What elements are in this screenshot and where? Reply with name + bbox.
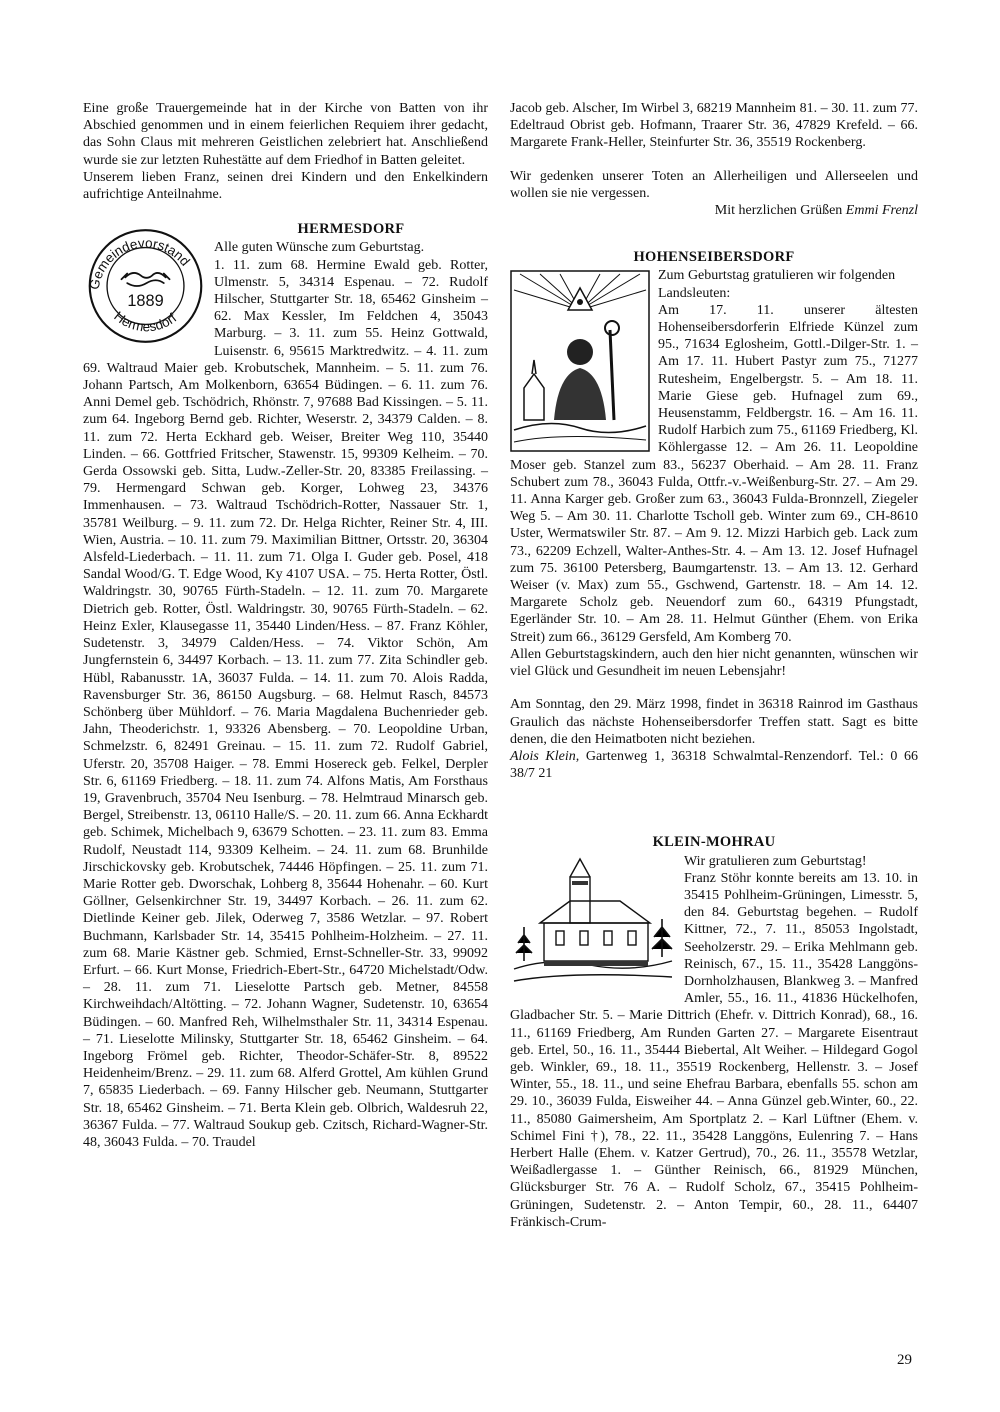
kleinmohrau-section <box>510 834 918 1231</box>
hohenseibersdorf-closing: Allen Geburtstagskindern, auch den hier nicht genannten, wünschen wir viel Glück und Gesundheit im neuen Lebensjahr! <box>510 646 918 680</box>
seal-year: 1889 <box>127 292 164 311</box>
contact-name: Alois Klein, <box>510 748 580 764</box>
intro-paragraph-1: Eine große Trauergemeinde hat in der Kirche von Batten von ihr Abschied genommen und in einem feierlichen Requiem ihrer gedacht, das Sohn Claus mit mehreren Geistlichen zelebriert hat. Anschließend wurde sie zur letzten Ruhestätte auf dem Friedhof in Batten geleitet. <box>83 101 488 168</box>
kleinmohrau-intro: Wir gratulieren zum Geburtstag! <box>684 853 867 869</box>
sign-off <box>510 202 918 219</box>
hermesdorf-birthdays: 1. 11. zum 68. Hermine Ewald geb. Rotter, Ulmenstr. 5, 34314 Espenau. – 72. Rudolf Hilscher, Stuttgarter Str. 18, 65462 Ginsheim – 62. Max Kessler, Im Feldchen 4, 35043 Marburg. – 3. 11. zum 55. Heinz Gottwald, Luisenstr. 6, 95615 Marktredwitz. – 4. 11. zum 69. Waltraud Maier geb. Krobutschek, Mannheim. – 5. 11. zum 76. Johann Partsch, Am Molkenborn, 63654 Büdingen. – 6. 11. zum 76. Anni Demel geb. Tschödrich, Rhönstr. 7, 97688 Bad Kissingen. – 5. 11. zum 64. Ingeborg Bernd geb. Richter, Weserstr. 2, 34379 Calden. – 8. 11. zum 72. Herta Eckhard geb. Weiser, Breiter Weg 110, 35440 Linden. – 66. Gottfried Fritscher, Stawenstr. 15, 99309 Kelheim. – 70. Gerda Ossowski geb. Sitta, Ludw.-Zeller-Str. 20, 83385 Freilassing. – 79. Hermengard Schwan geb. Korger, Lohweg 23, 34376 Immenhausen. – 73. Waltraud Tschödrich-Rotter, Nassauer Str. 1, 35781 Weilburg. – 9. 11. zum 72. Dr. Helga Richter, Reiner Str. 4, III. Wien, Austria. – 10. 11. zum 79. Maximilian Bittner, Ortsstr. 20, 36304 Alsfeld-Liederbach. – 11. 11. zum 71. Olga I. Guder geb. Posel, 418 Sandal Wood/G. T. Edge Wood, Ky 4107 USA. – 75. Herta Rotter, Östl. Waldringstr. 30, 90765 Fürth-Stadeln. – 12. 11. zum 70. Margarete Dietrich geb. Rotter, Östl. Waldringstr. 30, 90765 Fürth-Stadeln. – 62. Heinz Exler, Klausegasse 11, 35440 Linden/Hess. – 87. Franz Köhler, Sudetenstr. 3, 34979 Calden/Hess. – 74. Viktor Schön, Am Jungfernstein 6, 34497 Korbach. – 13. 11. zum 77. Zita Schindler geb. Hübl, Rabanusstr. 1A, 36037 Fulda. – 14. 11. zum 70. Alois Radda, Ravensburger Str. 36, 86150 Augsburg. – 68. Helmut Rasch, 84573 Schönberg über Mühldorf. – 76. Maria Magdalena Buchenrieder geb. Jahn, Theoderichstr. 1, 93326 Abensberg. – 70. Leopoldine Urban, Schmelzstr. 6, 82491 Greinau. – 15. 11. zum 72. Rudolf Gabriel, Uferstr. 20, 35708 Haiger. – 78. Emmi Hosereck geb. Felkel, Derpler Str. 6, 61169 Friedberg. – 18. 11. zum 74. Alfons Matis, Am Forsthaus 19, Gravenbruch, 35704 Neu Isenburg. – 78. Helmtraud Minarsch geb. Bergel, Streibenstr. 13, 06110 Halle/S. – 20. 11. zum 66. Anna Eckhardt geb. Schimek, Michelbach 9, 63679 Schotten. – 23. 11. zum 83. Emma Rudolf, Neustadt 114, 93309 Kelheim. – 24. 11. zum 68. Brunhilde Jirschickovsky geb. Krobutschek, 74446 Höpfingen. – 25. 11. zum 71. Marie Rotter geb. Dworschak, Lohberg 8, 35644 Hohenahr. – 60. Kurt Göllner, Gelsenkirchner Str. 19, 34497 Korbach. – 26. 11. zum 62. Dietlinde Keiner geb. Jilek, Oderweg 7, 3586 Wetzlar. – 97. Robert Buchmann, Karlsbader Str. 14, 35415 Pohlheim-Holzheim. – 27. 11. zum 68. Marie Kästner geb. Schmied, Ernst-Schneller-Str. 33, 99092 Erfurt. – 66. Kurt Monse, Friedrich-Ebert-Str., 64720 Michelstadt/Odw. – 28. 11. zum 71. Lieselotte Partsch geb. Metner, 84558 Kirchweihdach/Altötting. – 72. Johann Wagner, Sudetenstr. 10, 63654 Büdingen. – 60. Manfred Reh, Wilhelmsthaler Str. 11, 34314 Espenau. – 71. Lieselotte Milinsky, Stuttgarter Str. 18, 65462 Ginsheim. – 64. Ingeborg Frömel geb. Richter, Theodor-Schäfer-Str. 8, 89522 Heidenheim/Brenz. – 29. 11. zum 68. Alferd Grottel, Am kühlen Grund 7, 65835 Liederbach. – 69. Fanny Hilscher geb. Neumann, Stuttgarter Str. 18, 65462 Ginsheim. – 71. Berta Klein geb. Olbrich, Waldesruh 22, 36367 Fulda. – 77. Waltraud Soukup geb. Czitsch, Richard-Wagner-Str. 48, 36043 Fulda. – 70. Traudel <box>83 257 488 1150</box>
hermesdorf-continuation: Jacob geb. Alscher, Im Wirbel 3, 68219 Mannheim 81. – 30. 11. zum 77. Edeltraud Obrist geb. Hofmann, Traarer Str. 36, 47829 Krefeld. – 66. Margarete Frank-Heller, Steinfurter Str. 36, 35519 Rockenberg. <box>510 101 918 151</box>
left-column <box>83 100 488 1151</box>
hermesdorf-intro: Alle guten Wünsche zum Geburtstag. <box>214 240 425 256</box>
hohenseibersdorf-meeting: Am Sonntag, den 29. März 1998, findet in 36318 Rainrod im Gasthaus Graulich das nächste Hohenseibersdorfer Treffen statt. Sagt es bitte denen, die den Heimatboten nicht beziehen. <box>510 697 918 747</box>
svg-text:Gemeindevorstand: Gemeindevorstand <box>86 235 193 292</box>
hohenseibersdorf-contact <box>510 748 918 782</box>
pilgrim-woodcut-icon <box>510 270 650 452</box>
hohenseibersdorf-section <box>510 249 918 782</box>
contact-details: Gartenweg 1, 36318 Schwalmtal-Renzendorf. Tel.: 0 66 38/7 21 <box>510 748 918 782</box>
hermesdorf-section <box>83 221 488 1151</box>
kleinmohrau-heading: KLEIN-MOHRAU <box>652 834 776 851</box>
remembrance-text: Wir gedenken unserer Toten an Allerheiligen und Allerseelen und wollen sie nie vergessen. <box>510 168 918 201</box>
hermesdorf-seal-icon <box>83 225 208 347</box>
sign-off-text: Mit herzlichen Grüßen <box>714 203 843 219</box>
right-column <box>510 100 918 1231</box>
hohenseibersdorf-heading: HOHENSEIBERSDORF <box>633 249 795 266</box>
page-number: 29 <box>897 1352 912 1368</box>
hohenseibersdorf-birthdays: Am 17. 11. unserer ältesten Hohenseibersdorferin Elfriede Künzel zum 95., 71634 Eglosheim, Gottl.-Dilger-Str. 1. – Am 17. 11. Hubert Pastyr zum 75., 71277 Rutesheim, Engelbergstr. 5. – Am 18. 11. Marie Giese geb. Hufnagel zum 69., Heusenstamm, Feldbergstr. 16. – Am 16. 11. Rudolf Harbich zum 75., 61169 Friedberg, Kl. Köhlergasse 12. – Am 26. 11. Leopoldine Moser geb. Stanzel zum 83., 56237 Oberhaid. – Am 28. 11. Franz Schubert zum 78., 36043 Fulda, Ottfr.-v.-Weißenburg-Str. 27. – Am 29. 11. Anna Karger geb. Großer zum 63., 36043 Fulda-Bronnzell, Ziegeler Weg 5. – Am 30. 11. Charlotte Tscholl geb. Winter zum 69., CH-8610 Uster, Wermatswiler Str. 87. – Am 9. 12. Mizzi Harbich geb. Lack zum 73., 62209 Echzell, Walter-Anthes-Str. 4. – Am 13. 12. Josef Hufnagel zum 75. 36100 Petersberg, Baumgartenstr. 13. – Am 13. 12. Gerhard Weiser (v. Max) zum 55., Gschwend, Gartenstr. 18. – Am 14. 12. Margarete Scholz geb. Neuendorf zum 60., 64319 Pfungstadt, Egerländer Str. 10. – Am 28. 11. Helmut Günther (Ehem. von Erika Streit) zum 66., 36129 Gersfeld, Am Komberg 70. <box>510 302 918 645</box>
svg-text:Hermesdorf: Hermesdorf <box>111 308 180 335</box>
kleinmohrau-birthdays: Franz Stöhr konnte bereits am 13. 10. in 35415 Pohlheim-Grüningen, Limesstr. 5, den 84. Geburtstag begehen. – Rudolf Kittner, 72., 7. 11., 85053 Ingolstadt, Seeholzerstr. 29. – Erika Mehlmann geb. Reinisch, 67., 15. 11., 35428 Langgöns-Dornholzhausen, Blankweg 3. – Manfred Amler, 55., 16. 11., 41836 Hückelhofen, Gladbacher Str. 5. – Marie Dittrich (Ehefr. v. Dittrich Konrad), 68., 16. 11., 61169 Friedberg, Am Runden Garten 27. – Margarete Eisentraut geb. Ertel, 50., 16. 11., 35444 Biebertal, Alt Weiher. – Hildegard Gogol geb. Winkler, 69., 18. 11., 35519 Rockenberg, Hellenstr. 3. – Josef Winter, 55., 18. 11., und seine Ehefrau Barbara, ebenfalls 55. schon am 29. 10., 36039 Fulda, Eisweiher 44. – Anna Günzel geb.Winter, 60., 22. 11., 85080 Gaimersheim, Am Sportplatz 2. – Karl Lüftner (Ehem. v. Schimel Fini †), 78., 22. 11., 35428 Langgöns, Eulenring 7. – Hans Herbert Halle (Ehem. v. Katzer Gertrud), 70., 26. 11., 35578 Wetzlar, Weißadlergasse 1. – Günther Reinisch, 66., 81929 München, Glücksburger Str. 76 A. – Rudolf Scholz, 67., 35415 Pohlheim-Grüningen, Sudetenstr. 2. – Anton Tempir, 60., 28. 11., 64407 Fränkisch-Crum- <box>510 870 918 1230</box>
hermesdorf-heading: HERMESDORF <box>297 221 405 238</box>
sign-off-name: Emmi Frenzl <box>845 203 918 219</box>
hohenseibersdorf-intro: Zum Geburtstag gratulieren wir folgenden Landsleuten: <box>658 268 896 301</box>
church-sketch-icon <box>510 857 676 993</box>
intro-paragraph-2: Unserem lieben Franz, seinen drei Kindern und den Enkelkindern aufrichtige Anteilnahme. <box>83 169 488 203</box>
